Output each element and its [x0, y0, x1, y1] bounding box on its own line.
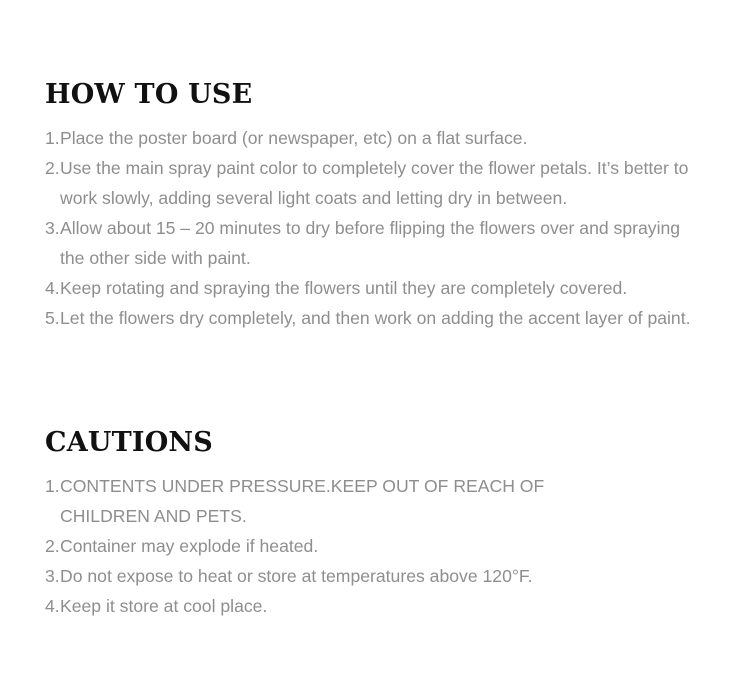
caution-number: 4. — [45, 596, 60, 616]
cautions-list — [45, 471, 735, 621]
cautions-heading: CAUTIONS — [45, 427, 214, 458]
step-text: Let the flowers dry completely, and then work on adding the accent layer of paint. — [60, 308, 691, 328]
how-to-use-step-2 — [45, 153, 725, 213]
caution-2 — [45, 531, 660, 561]
caution-number: 2. — [45, 536, 60, 556]
caution-text: Container may explode if heated. — [60, 536, 319, 556]
cautions-section — [45, 426, 735, 621]
caution-number: 3. — [45, 566, 60, 586]
caution-1 — [45, 471, 600, 531]
caution-3 — [45, 561, 680, 591]
step-text: Use the main spray paint color to completely cover the flower petals. It’s better to work slowly, adding several light coats and letting dry in between. — [60, 158, 689, 208]
step-number: 1. — [45, 128, 60, 148]
how-to-use-step-3 — [45, 213, 700, 273]
how-to-use-list — [45, 123, 735, 333]
how-to-use-step-1 — [45, 123, 620, 153]
how-to-use-heading: HOW TO USE — [45, 79, 253, 110]
caution-text: Keep it store at cool place. — [60, 596, 268, 616]
step-number: 2. — [45, 158, 60, 178]
how-to-use-section — [45, 78, 735, 333]
caution-number: 1. — [45, 476, 60, 496]
step-number: 5. — [45, 308, 60, 328]
step-number: 3. — [45, 218, 60, 238]
step-number: 4. — [45, 278, 60, 298]
step-text: Allow about 15 – 20 minutes to dry before flipping the flowers over and spraying the other side with paint. — [60, 218, 681, 268]
how-to-use-step-5 — [45, 303, 725, 333]
caution-4 — [45, 591, 660, 621]
caution-text: CONTENTS UNDER PRESSURE.KEEP OUT OF REACH OF CHILDREN AND PETS. — [60, 476, 545, 526]
step-text: Place the poster board (or newspaper, etc) on a flat surface. — [60, 128, 528, 148]
caution-text: Do not expose to heat or store at temperatures above 120°F. — [60, 566, 533, 586]
step-text: Keep rotating and spraying the flowers until they are completely covered. — [60, 278, 628, 298]
how-to-use-step-4 — [45, 273, 725, 303]
